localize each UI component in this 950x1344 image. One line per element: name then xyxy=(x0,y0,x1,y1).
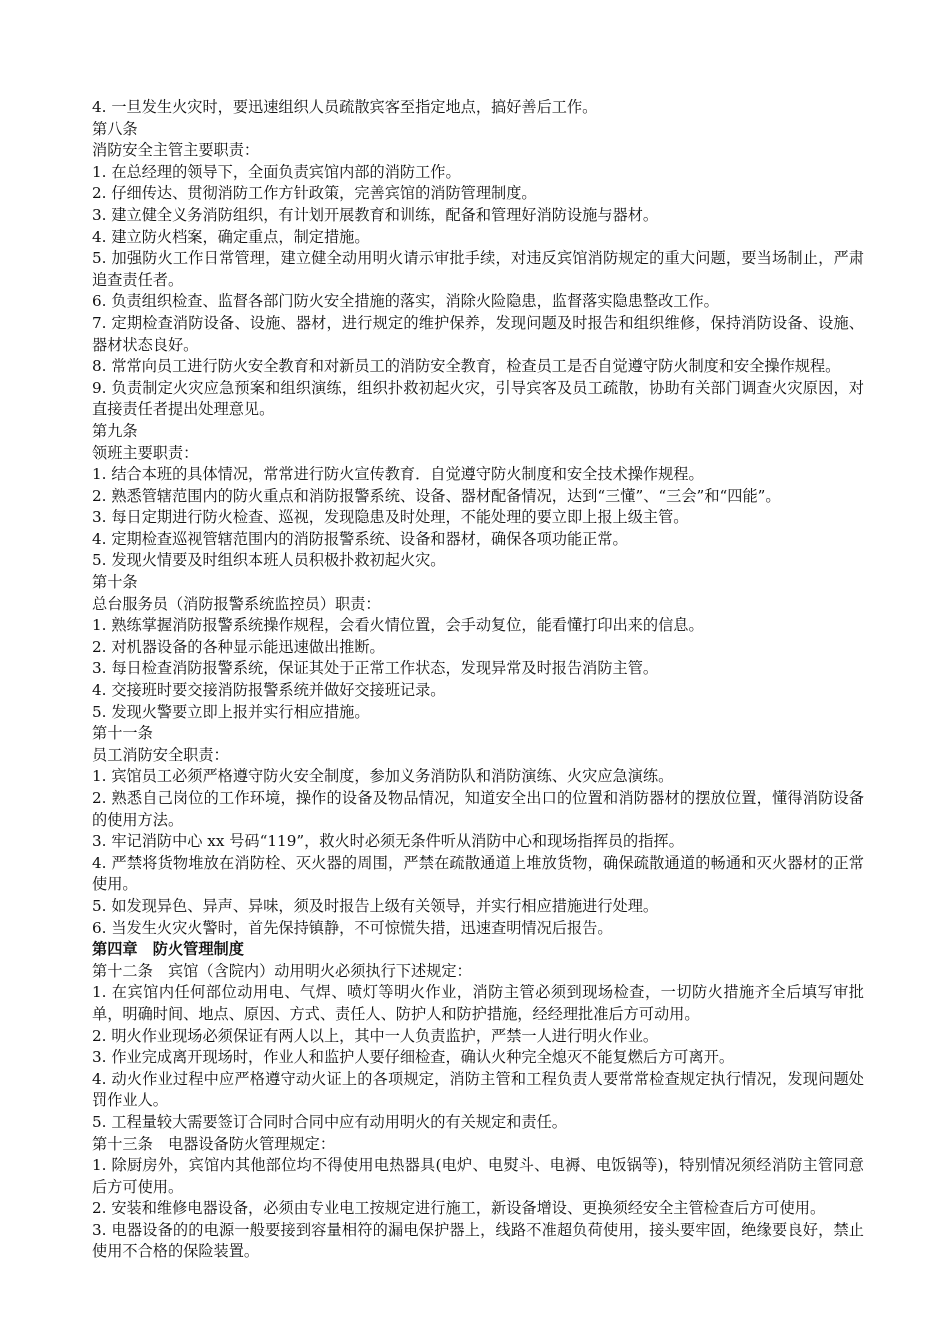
text-line: 8. 常常向员工进行防火安全教育和对新员工的消防安全教育，检查员工是否自觉遵守防火制度和安全操作规程。 xyxy=(92,357,841,376)
text-line: 6. 当发生火灾火警时，首先保持镇静，不可惊慌失措，迅速查明情况后报告。 xyxy=(92,918,613,937)
text-line: 5. 加强防火工作日常管理，建立健全动用明火请示审批手续，对违反宾馆消防规定的重大问题，要当场制止，严肃追查责任者。 xyxy=(92,249,864,289)
text-line: 3. 电器设备的的电源一般要接到容量相符的漏电保护器上，线路不准超负荷使用，接头要牢固，绝缘要良好，禁止使用不合格的保险装置。 xyxy=(92,1220,864,1261)
chapter-heading: 第四章 防火管理制度 xyxy=(92,940,244,959)
text-line: 2. 安装和维修电器设备，必须由专业电工按规定进行施工，新设备增设、更换须经安全主管检查后方可使用。 xyxy=(92,1199,826,1218)
article-heading: 第十一条 xyxy=(92,724,153,743)
article-heading: 第九条 xyxy=(92,421,138,440)
section-title: 领班主要职责： xyxy=(92,443,199,462)
text-line: 9. 负责制定火灾应急预案和组织演练，组织扑救初起火灾，引导宾客及员工疏散，协助有关部门调查火灾原因，对直接责任者提出处理意见。 xyxy=(92,378,864,419)
text-line: 2. 熟悉管辖范围内的防火重点和消防报警系统、设备、器材配备情况，达到“三懂”、“三会”和“四能”。 xyxy=(92,486,781,505)
text-line: 2. 仔细传达、贯彻消防工作方针政策，完善宾馆的消防管理制度。 xyxy=(92,184,537,203)
text-line: 6. 负责组织检查、监督各部门防火安全措施的落实，消除火险隐患，监督落实隐患整改工作。 xyxy=(92,292,719,311)
text-line: 3. 每日定期进行防火检查、巡视，发现隐患及时处理，不能处理的要立即上报上级主管。 xyxy=(92,508,689,527)
text-line: 1. 在宾馆内任何部位动用电、气焊、喷灯等明火作业，消防主管必须到现场检查，一切防火措施齐全后填写审批单，明确时间、地点、原因、方式、责任人、防护人和防护措施，经经理批准后方可动用。 xyxy=(92,983,864,1023)
text-line: 5. 发现火警要立即上报并实行相应措施。 xyxy=(92,702,370,721)
section-title: 总台服务员（消防报警系统监控员）职责： xyxy=(92,594,381,613)
article-heading: 第十三条 电器设备防火管理规定： xyxy=(92,1134,335,1153)
text-line: 1. 结合本班的具体情况，常常进行防火宣传教育．自觉遵守防火制度和安全技术操作规程。 xyxy=(92,465,704,484)
text-line: 3. 建立健全义务消防组织，有计划开展教育和训练，配备和管理好消防设施与器材。 xyxy=(92,205,659,224)
article-heading: 第十二条 宾馆（含院内）动用明火必须执行下述规定： xyxy=(92,961,472,980)
text-line: 2. 明火作业现场必须保证有两人以上，其中一人负责监护，严禁一人进行明火作业。 xyxy=(92,1026,659,1045)
article-heading: 第八条 xyxy=(92,119,138,138)
text-line: 1. 宾馆员工必须严格遵守防火安全制度，参加义务消防队和消防演练、火灾应急演练。 xyxy=(92,767,674,786)
text-line: 4. 定期检查巡视管辖范围内的消防报警系统、设备和器材，确保各项功能正常。 xyxy=(92,529,628,548)
text-line: 4. 交接班时要交接消防报警系统并做好交接班记录。 xyxy=(92,681,446,700)
section-title: 消防安全主管主要职责： xyxy=(92,141,260,160)
text-line: 4. 建立防火档案，确定重点，制定措施。 xyxy=(92,227,370,246)
document-body xyxy=(92,97,864,1263)
text-line: 7. 定期检查消防设备、设施、器材，进行规定的维护保养，发现问题及时报告和组织维修，保持消防设备、设施、器材状态良好。 xyxy=(92,313,864,354)
text-line: 2. 熟悉自己岗位的工作环境，操作的设备及物品情况，知道安全出口的位置和消防器材的摆放位置，懂得消防设备的使用方法。 xyxy=(92,789,864,829)
text-line: 5. 发现火情要及时组织本班人员积极扑救初起火灾。 xyxy=(92,551,446,570)
text-line: 4. 一旦发生火灾时，要迅速组织人员疏散宾客至指定地点，搞好善后工作。 xyxy=(92,98,598,116)
text-line: 5. 如发现异色、异声、异味，须及时报告上级有关领导，并实行相应措施进行处理。 xyxy=(92,896,659,915)
section-title: 员工消防安全职责： xyxy=(92,745,229,764)
text-line: 1. 在总经理的领导下，全面负责宾馆内部的消防工作。 xyxy=(92,162,461,181)
text-line: 2. 对机器设备的各种显示能迅速做出推断。 xyxy=(92,637,385,656)
text-line: 3. 牢记消防中心 xx 号码“119”，救火时必须无条件听从消防中心和现场指挥员的指挥。 xyxy=(92,832,684,851)
text-line: 5. 工程量较大需要签订合同时合同中应有动用明火的有关规定和责任。 xyxy=(92,1112,567,1131)
text-line: 3. 每日检查消防报警系统，保证其处于正常工作状态，发现异常及时报告消防主管。 xyxy=(92,659,659,678)
text-line: 4. 动火作业过程中应严格遵守动火证上的各项规定，消防主管和工程负责人要常常检查规定执行情况，发现问题处罚作业人。 xyxy=(92,1069,864,1110)
text-line: 1. 除厨房外，宾馆内其他部位均不得使用电热器具(电炉、电熨斗、电褥、电饭锅等)，特别情况须经消防主管同意后方可使用。 xyxy=(92,1156,864,1196)
text-line: 3. 作业完成离开现场时，作业人和监护人要仔细检查，确认火种完全熄灭不能复燃后方可离开。 xyxy=(92,1048,735,1067)
text-line: 4. 严禁将货物堆放在消防栓、灭火器的周围，严禁在疏散通道上堆放货物，确保疏散通道的畅通和灭火器材的正常使用。 xyxy=(92,853,864,894)
text-line: 1. 熟练掌握消防报警系统操作规程，会看火情位置，会手动复位，能看懂打印出来的信息。 xyxy=(92,616,704,635)
article-heading: 第十条 xyxy=(92,573,138,592)
